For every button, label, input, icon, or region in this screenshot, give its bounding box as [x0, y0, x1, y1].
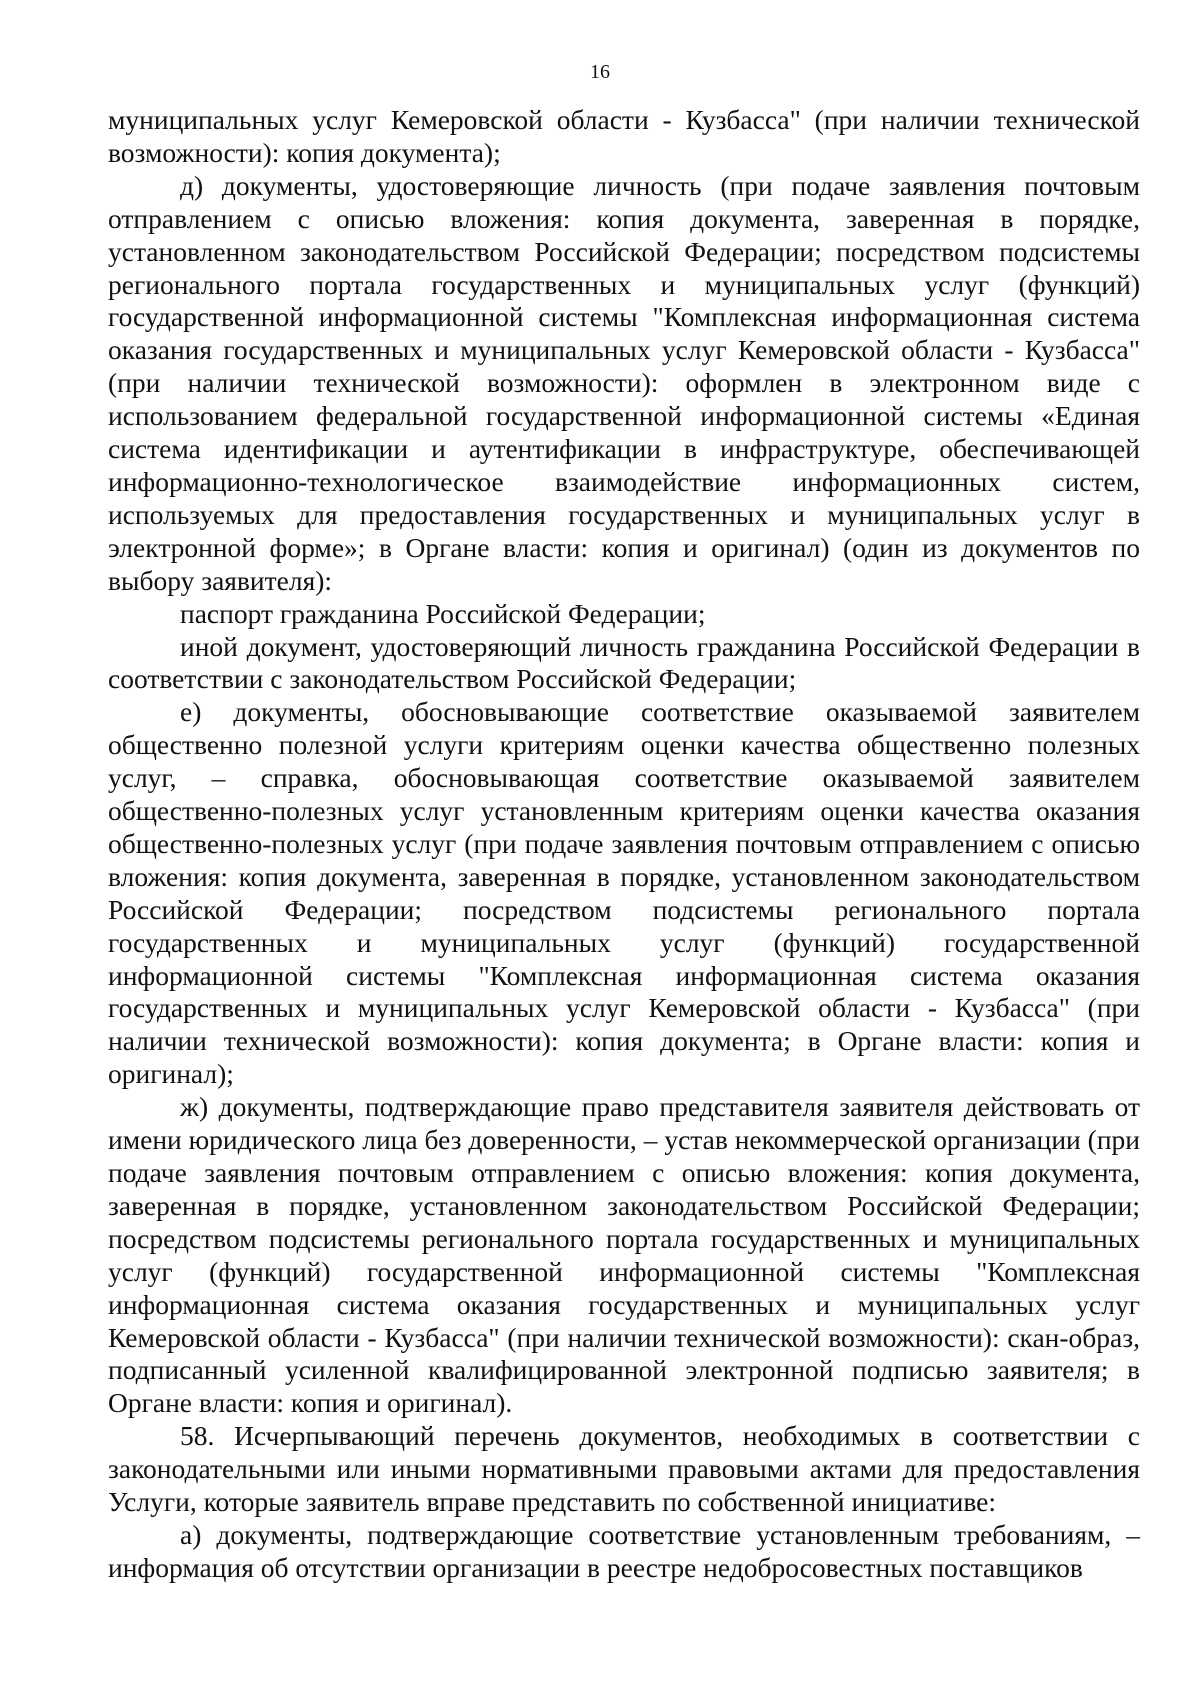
paragraph-other-id: иной документ, удостоверяющий личность гражданина Российской Федерации в соответствии с законодательством Российской Федерации; — [108, 630, 1140, 695]
paragraph-item-zh: ж) документы, подтверждающие право представителя заявителя действовать от имени юридического лица без доверенности, – устав некоммерческой организации (при подаче заявления почтовым отправлением с описью вложения: копия документа, заверенная в порядке, установленном законодательством Российской Федерации; посредством подсистемы регионального портала государственных и муниципальных услуг (функций) государственной информационной системы "Комплексная информационная система оказания государственных и муниципальных услуг Кемеровской области - Кузбасса" (при наличии технической возможности): скан-образ, подписанный усиленной квалифицированной электронной подписью заявителя; в Органе власти: копия и оригинал). — [108, 1091, 1140, 1419]
paragraph-section-58: 58. Исчерпывающий перечень документов, необходимых в соответствии с законодательными или иными нормативными правовыми актами для предоставления Услуги, которые заявитель вправе представить по собственной инициативе: — [108, 1420, 1140, 1518]
page-number: 16 — [590, 61, 610, 83]
paragraph-item-d: д) документы, удостоверяющие личность (при подаче заявления почтовым отправлением с описью вложения: копия документа, заверенная в порядке, установленном законодательством Российской Федерации; посредством подсистемы регионального портала государственных и муниципальных услуг (функций) государственной информационной системы "Комплексная информационная система оказания государственных и муниципальных услуг Кемеровской области - Кузбасса" (при наличии технической возможности): оформлен в электронном виде с использованием федеральной государственной информационной системы «Единая система идентификации и аутентификации в инфраструктуре, обеспечивающей информационно-технологическое взаимодействие информационных систем, используемых для предоставления государственных и муниципальных услуг в электронной форме»; в Органе власти: копия и оригинал) (один из документов по выбору заявителя): — [108, 169, 1140, 596]
paragraph-passport: паспорт гражданина Российской Федерации; — [180, 597, 706, 629]
paragraph-continuation: муниципальных услуг Кемеровской области - Кузбасса" (при наличии технической возможности): копия документа); — [108, 104, 1140, 168]
document-body — [108, 104, 1140, 1585]
paragraph-item-a: а) документы, подтверждающие соответствие установленным требованиям, – информация об отсутствии организации в реестре недобросовестных поставщиков — [108, 1518, 1140, 1583]
paragraph-item-e: е) документы, обосновывающие соответствие оказываемой заявителем общественно полезной услуги критериям оценки качества общественно полезных услуг, – справка, обосновывающая соответствие оказываемой заявителем общественно-полезных услуг установленным критериям оценки качества оказания общественно-полезных услуг (при подаче заявления почтовым отправлением с описью вложения: копия документа, заверенная в порядке, установленном законодательством Российской Федерации; посредством подсистемы регионального портала государственных и муниципальных услуг (функций) государственной информационной системы "Комплексная информационная система оказания государственных и муниципальных услуг Кемеровской области - Кузбасса" (при наличии технической возможности): копия документа; в Органе власти: копия и оригинал); — [108, 696, 1140, 1090]
